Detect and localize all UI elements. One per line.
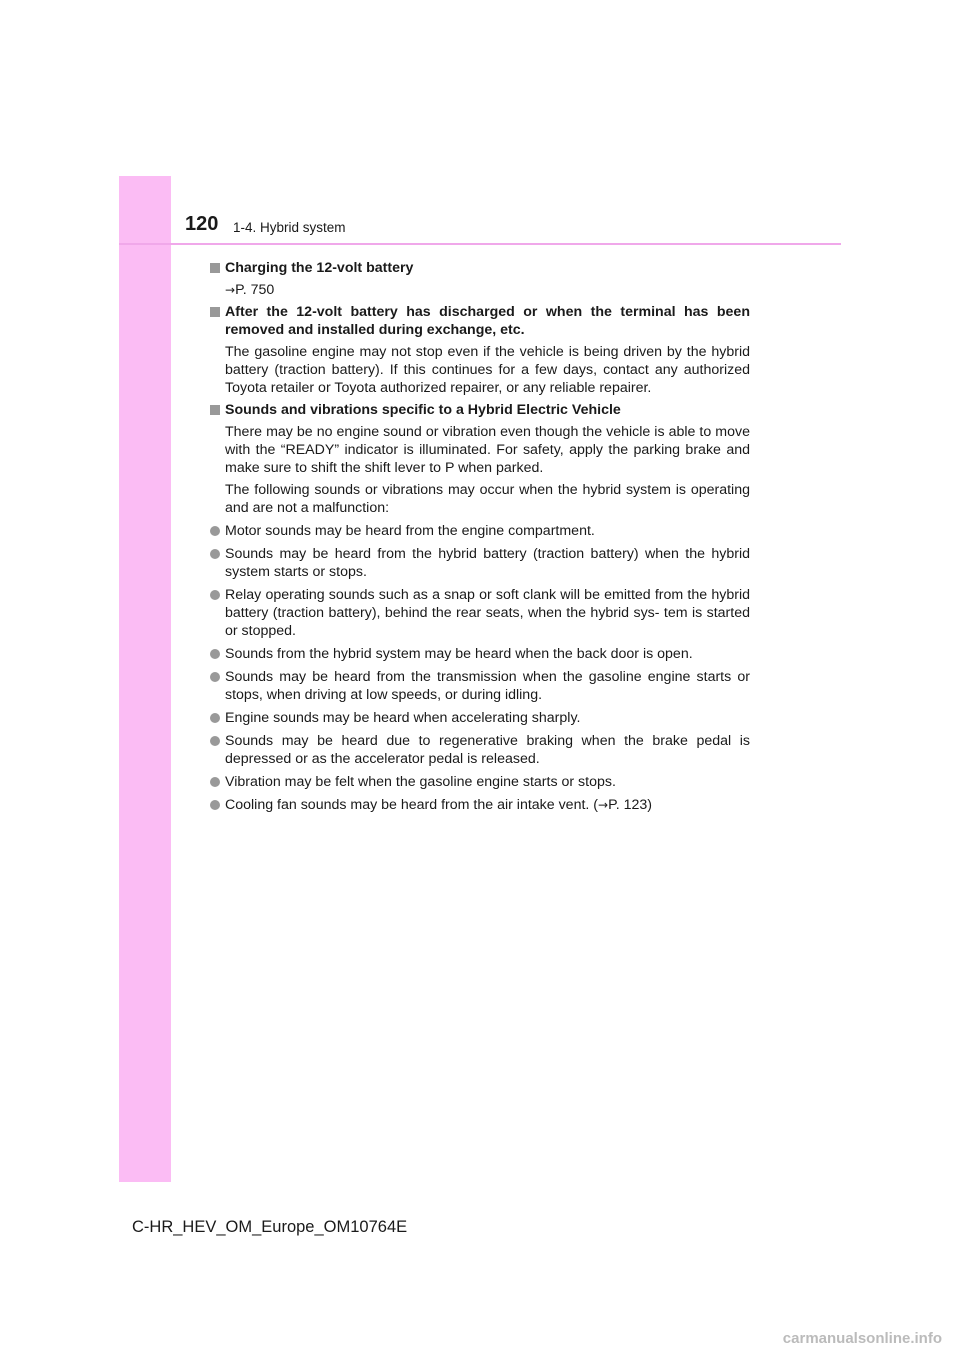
heading-text: After the 12-volt battery has discharged or when the terminal has been removed and installed during exchange, etc. [225,304,750,338]
circle-bullet-icon [210,549,220,559]
circle-bullet-icon [210,777,220,787]
heading-charging [210,259,750,277]
arrow-right-icon: → [598,798,609,812]
list-item-text: Cooling fan sounds may be heard from the air intake vent. ( [225,797,599,813]
list-item [210,586,750,640]
section-title: 1-4. Hybrid system [233,220,346,235]
list-item [210,796,750,814]
page-reference-750[interactable] [210,281,750,299]
list-item [210,645,750,663]
square-bullet-icon [210,307,220,317]
paragraph: The gasoline engine may not stop even if the vehicle is being driven by the hybrid battery (traction battery). If this continues for a few days, contact any authorized Toyota retailer or Toyota authorized repairer, or any reliable repairer. [225,344,750,396]
square-bullet-icon [210,263,220,273]
watermark: carmanualsonline.info [782,1330,942,1347]
list-item-text: Sounds may be heard from the transmission when the gasoline engine starts or stops, when driving at low speeds, or during idling. [225,669,750,703]
list-item-text: Sounds may be heard from the hybrid battery (traction battery) when the hybrid system starts or stops. [225,546,750,580]
page-number: 120 [185,213,219,235]
list-item [210,668,750,704]
heading-text: Charging the 12-volt battery [225,260,414,276]
circle-bullet-icon [210,526,220,536]
list-item-text: Relay operating sounds such as a snap or soft clank will be emitted from the hybrid battery (traction battery), behind the rear seats, when the hybrid sys- tem is started or stopped. [225,587,750,639]
page-reference-123[interactable]: P. 123) [608,797,653,813]
circle-bullet-icon [210,713,220,723]
list-item [210,732,750,768]
arrow-right-icon: → [225,283,236,297]
circle-bullet-icon [210,590,220,600]
document-id: C-HR_HEV_OM_Europe_OM10764E [132,1218,408,1236]
list-item-text: Sounds may be heard due to regenerative braking when the brake pedal is depressed or as the accelerator pedal is released. [225,733,750,767]
header-divider [119,243,841,245]
circle-bullet-icon [210,736,220,746]
heading-sounds-vibrations [210,401,750,419]
page-content [210,255,750,814]
circle-bullet-icon [210,800,220,810]
square-bullet-icon [210,405,220,415]
paragraph: There may be no engine sound or vibration even though the vehicle is able to move with the “READY” indicator is illuminated. For safety, apply the parking brake and make sure to shift the shift lever to P when parked. [225,424,750,476]
heading-after-discharge [210,303,750,339]
paragraph: The following sounds or vibrations may occur when the hybrid system is operating and are not a malfunction: [225,482,750,516]
page-sidebar-tab [119,176,171,1182]
circle-bullet-icon [210,672,220,682]
heading-text: Sounds and vibrations specific to a Hybrid Electric Vehicle [225,402,621,418]
list-item-text: Vibration may be felt when the gasoline engine starts or stops. [225,774,616,790]
list-item-text: Engine sounds may be heard when accelerating sharply. [225,710,581,726]
list-item [210,545,750,581]
list-item-text: Sounds from the hybrid system may be heard when the back door is open. [225,646,693,662]
circle-bullet-icon [210,649,220,659]
list-item [210,522,750,540]
list-item [210,709,750,727]
list-item-text: Motor sounds may be heard from the engine compartment. [225,523,595,539]
reference-text: P. 750 [235,282,275,298]
list-item [210,773,750,791]
